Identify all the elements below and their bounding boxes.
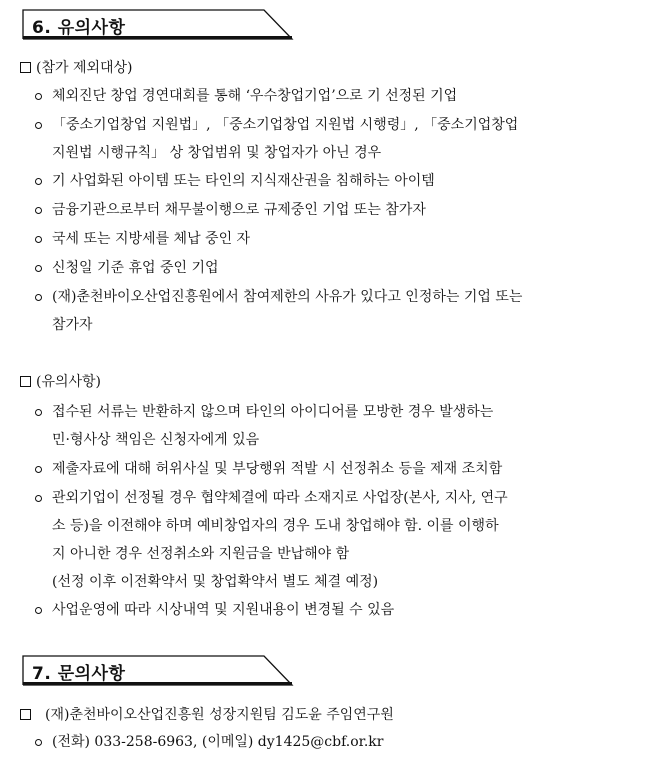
bullet-circle-icon: [35, 265, 42, 272]
bullet-circle-icon: [35, 466, 42, 473]
list-item: 국세 또는 지방세를 체납 중인 자: [52, 231, 251, 247]
contact-org: [20, 705, 394, 725]
list-item: 기 사업화된 아이템 또는 타인의 지식재산권을 침해하는 아이템: [52, 173, 435, 189]
contact-org-text: (재)춘천바이오산업진흥원 성장지원팀 김도윤 주임연구원: [45, 707, 394, 723]
list-item-continuation: 소 등)을 이전해야 하며 예비창업자의 경우 도내 창업해야 함. 이를 이행하: [52, 518, 499, 534]
list-item-continuation: 지원법 시행규칙」 상 창업범위 및 창업자가 아닌 경우: [52, 145, 382, 161]
bullet-circle-icon: [35, 739, 42, 746]
list-item: 관외기업이 선정될 경우 협약체결에 따라 소재지로 사업장(본사, 지사, 연구: [52, 490, 508, 506]
list-item: 금융기관으로부터 채무불이행으로 규제중인 기업 또는 참가자: [52, 202, 426, 218]
list-item-continuation: 민·형사상 책임은 신청자에게 있음: [52, 432, 260, 448]
group-label-text: (유의사항): [36, 374, 102, 390]
list-item: 체외진단 창업 경연대회를 통해 ‘우수창업기업’으로 기 선정된 기업: [52, 88, 458, 104]
checkbox-square-icon: [20, 709, 31, 720]
list-item-continuation: (선정 이후 이전확약서 및 창업확약서 별도 체결 예정): [52, 574, 379, 590]
list-item-continuation: 지 아니한 경우 선정취소와 지원금을 반납해야 함: [52, 546, 350, 562]
section-6-header: [22, 9, 292, 39]
group-exclusion-label: [20, 58, 133, 78]
group-notice-label: [20, 372, 101, 392]
bullet-circle-icon: [35, 294, 42, 301]
checkbox-square-icon: [20, 376, 31, 387]
bullet-circle-icon: [35, 495, 42, 502]
checkbox-square-icon: [20, 62, 31, 73]
bullet-circle-icon: [35, 93, 42, 100]
list-item: 접수된 서류는 반환하지 않으며 타인의 아이디어를 모방한 경우 발생하는: [52, 404, 494, 420]
section-6-title: 6. 유의사항: [32, 18, 126, 38]
list-item: 신청일 기준 휴업 중인 기업: [52, 260, 219, 276]
list-item: 「중소기업창업 지원법」, 「중소기업창업 지원법 시행령」, 「중소기업창업: [52, 117, 519, 133]
section-7-header: [22, 655, 292, 685]
bullet-circle-icon: [35, 178, 42, 185]
bullet-circle-icon: [35, 607, 42, 614]
list-item: (재)춘천바이오산업진흥원에서 참여제한의 사유가 있다고 인정하는 기업 또는: [52, 289, 523, 305]
bullet-circle-icon: [35, 409, 42, 416]
bullet-circle-icon: [35, 207, 42, 214]
contact-detail: (전화) 033-258-6963, (이메일) dy1425@cbf.or.kr: [52, 734, 384, 750]
bullet-circle-icon: [35, 122, 42, 129]
list-item-continuation: 참가자: [52, 317, 93, 333]
section-7-title: 7. 문의사항: [32, 664, 126, 684]
list-item: 사업운영에 따라 시상내역 및 지원내용이 변경될 수 있음: [52, 602, 395, 618]
list-item: 제출자료에 대해 허위사실 및 부당행위 적발 시 선정취소 등을 제재 조치함: [52, 461, 503, 477]
group-label-text: (참가 제외대상): [36, 60, 133, 76]
bullet-circle-icon: [35, 236, 42, 243]
